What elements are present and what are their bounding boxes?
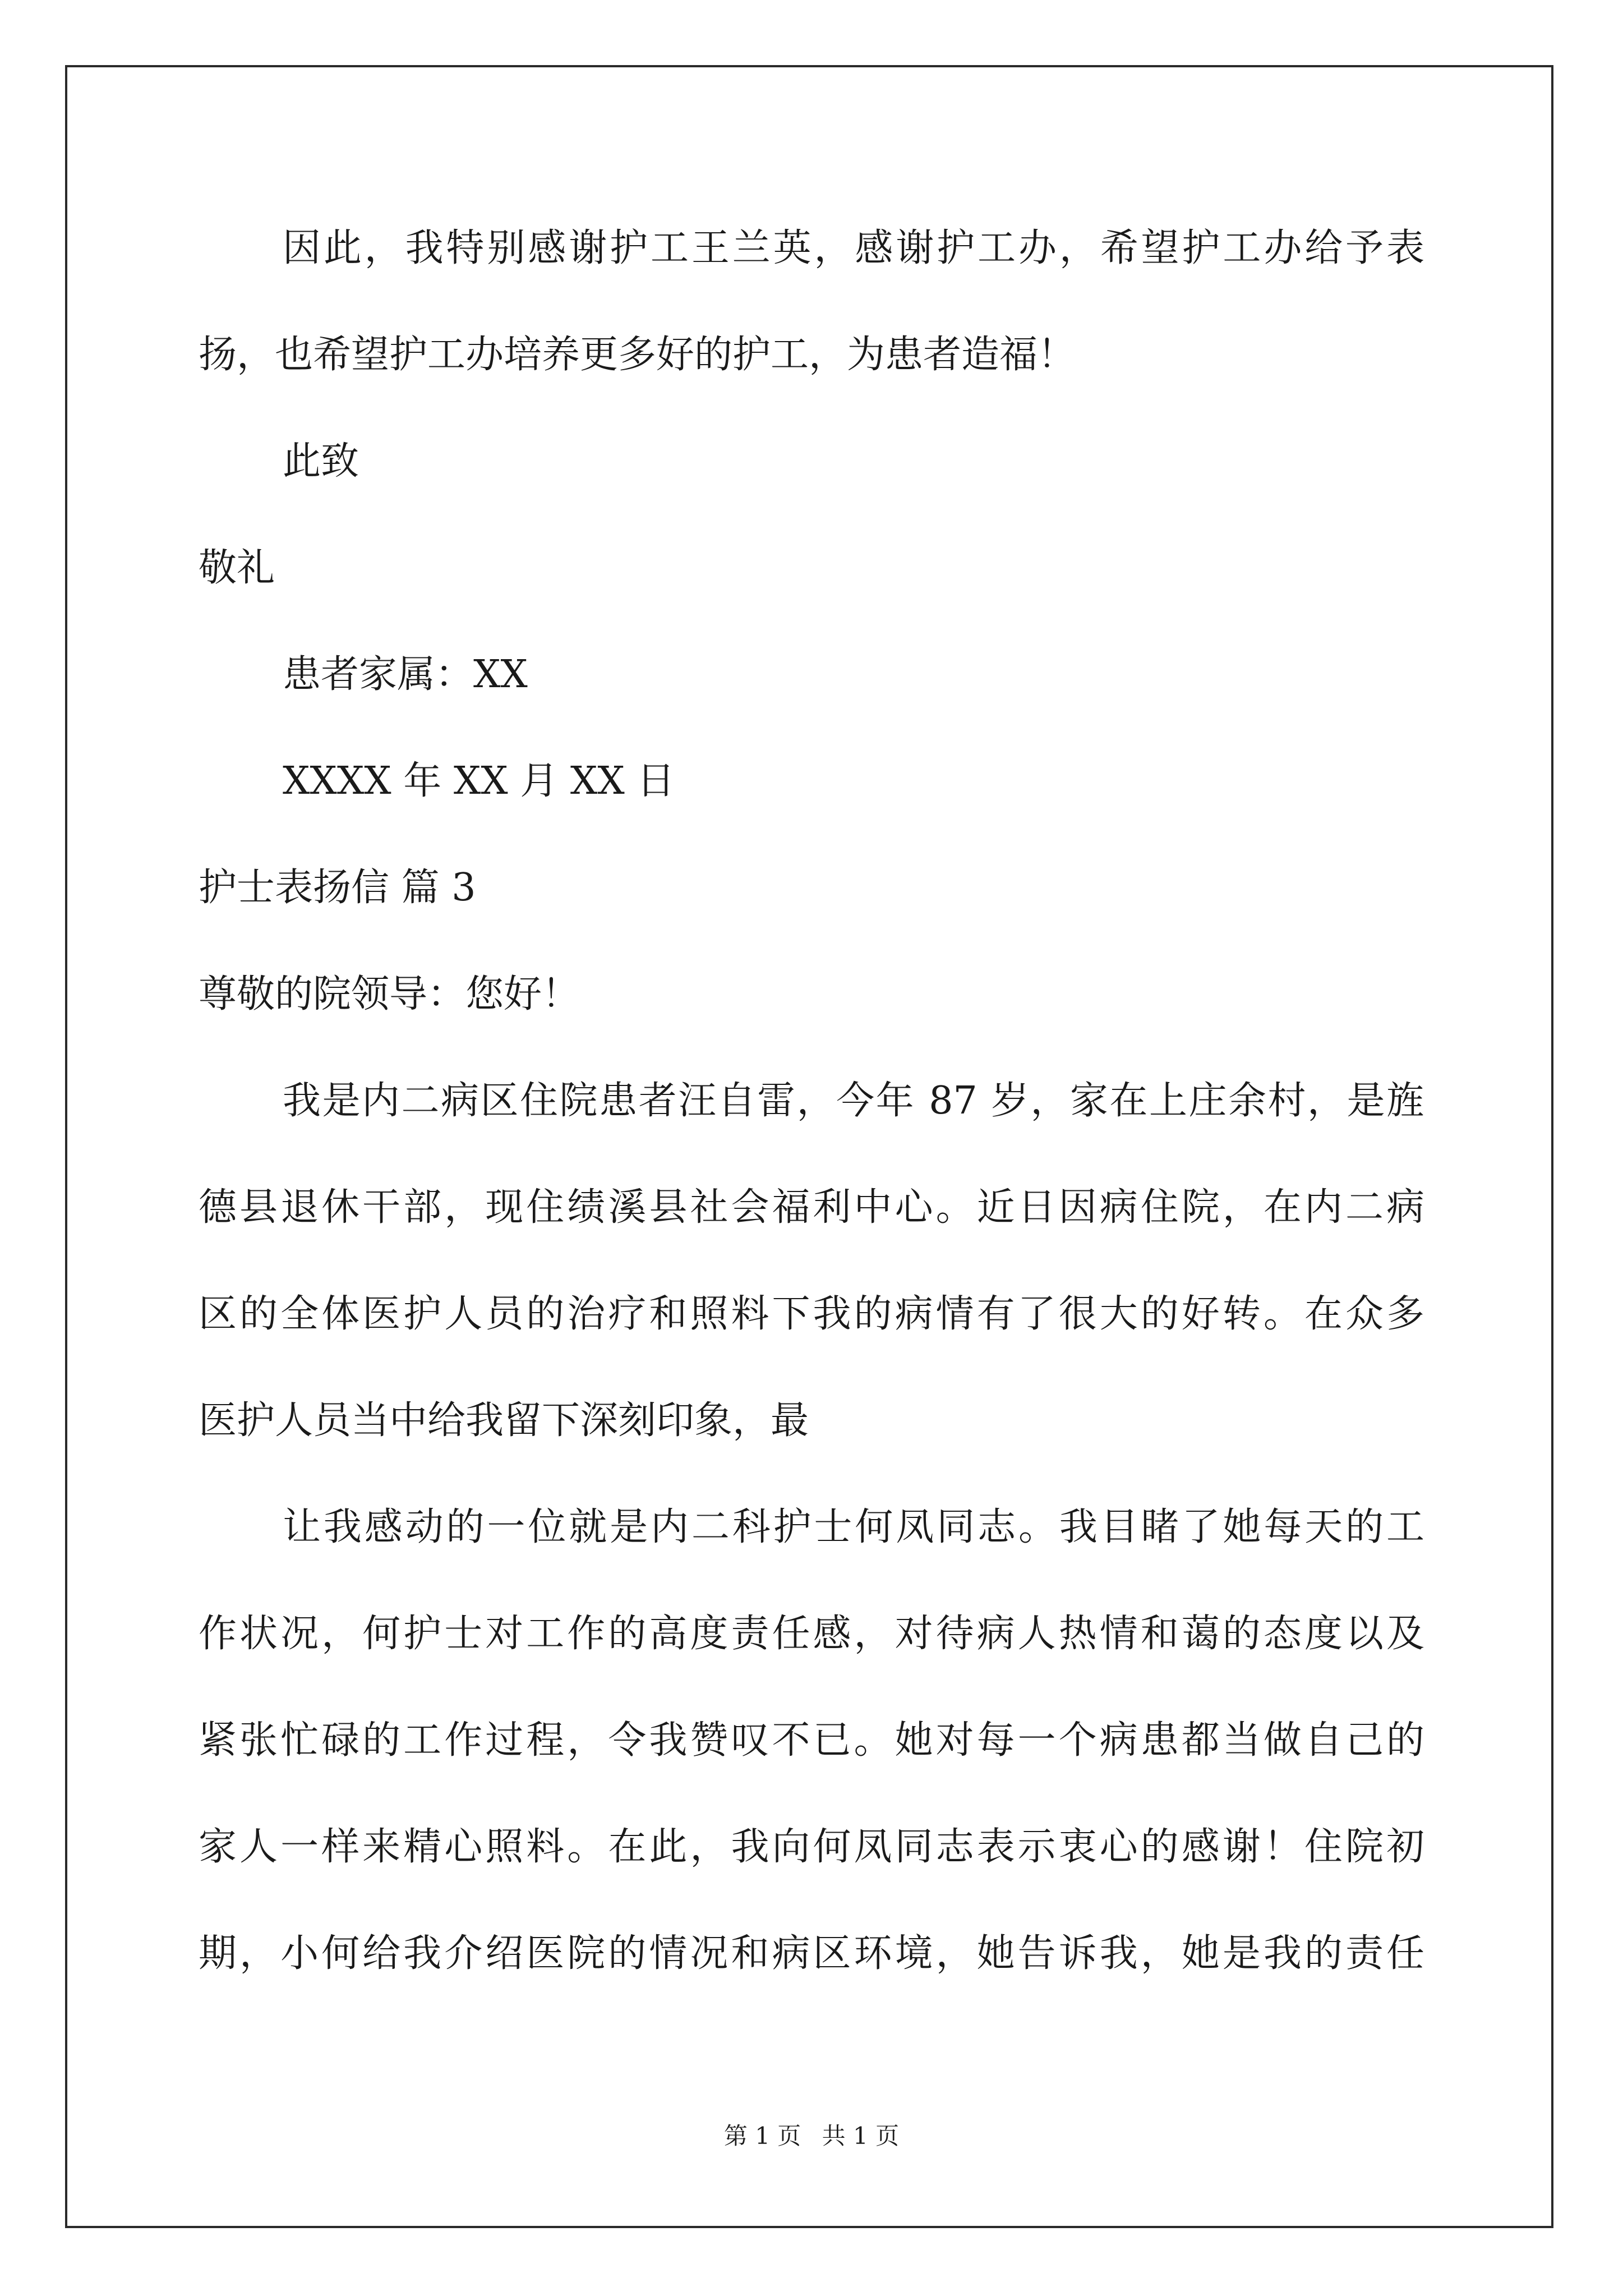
paragraph-line: 作状况，何护士对工作的高度责任感，对待病人热情和蔼的态度以及 xyxy=(199,1612,1424,1656)
paragraph-line: 区的全体医护人员的治疗和照料下我的病情有了很大的好转。在众多 xyxy=(199,1292,1424,1336)
paragraph-line: 扬，也希望护工办培养更多好的护工，为患者造福！ xyxy=(199,333,1076,377)
paragraph-line: 因此，我特别感谢护工王兰英，感谢护工办，希望护工办给予表 xyxy=(283,226,1424,270)
page-number: 第 1 页 xyxy=(723,2122,801,2150)
paragraph-line: 医护人员当中给我留下深刻印象，最 xyxy=(199,1398,809,1443)
greeting: 尊敬的院领导：您好！ xyxy=(199,972,580,1016)
date-line: XXXX 年 XX 月 XX 日 xyxy=(283,759,675,803)
paragraph-line: 家人一样来精心照料。在此，我向何凤同志表示衷心的感谢！住院初 xyxy=(199,1825,1424,1869)
paragraph-line: 紧张忙碌的工作过程，令我赞叹不已。她对每一个病患都当做自己的 xyxy=(199,1718,1424,1763)
page-footer xyxy=(0,2119,1623,2153)
paragraph-line: 我是内二病区住院患者汪自雷，今年 87 岁，家在上庄余村，是旌 xyxy=(283,1079,1424,1123)
paragraph-line: 让我感动的一位就是内二科护士何凤同志。我目睹了她每天的工 xyxy=(283,1505,1424,1549)
section-heading: 护士表扬信 篇 3 xyxy=(199,866,476,910)
paragraph-line: 期，小何给我介绍医院的情况和病区环境，她告诉我，她是我的责任 xyxy=(199,1931,1424,1976)
closing-regards: 敬礼 xyxy=(199,546,275,590)
closing-salutation: 此致 xyxy=(283,439,359,484)
page-border xyxy=(65,65,1553,2228)
page-total: 共 1 页 xyxy=(822,2122,900,2150)
signature: 患者家属：XX xyxy=(283,652,528,697)
paragraph-line: 德县退休干部，现住绩溪县社会福利中心。近日因病住院，在内二病 xyxy=(199,1185,1424,1230)
